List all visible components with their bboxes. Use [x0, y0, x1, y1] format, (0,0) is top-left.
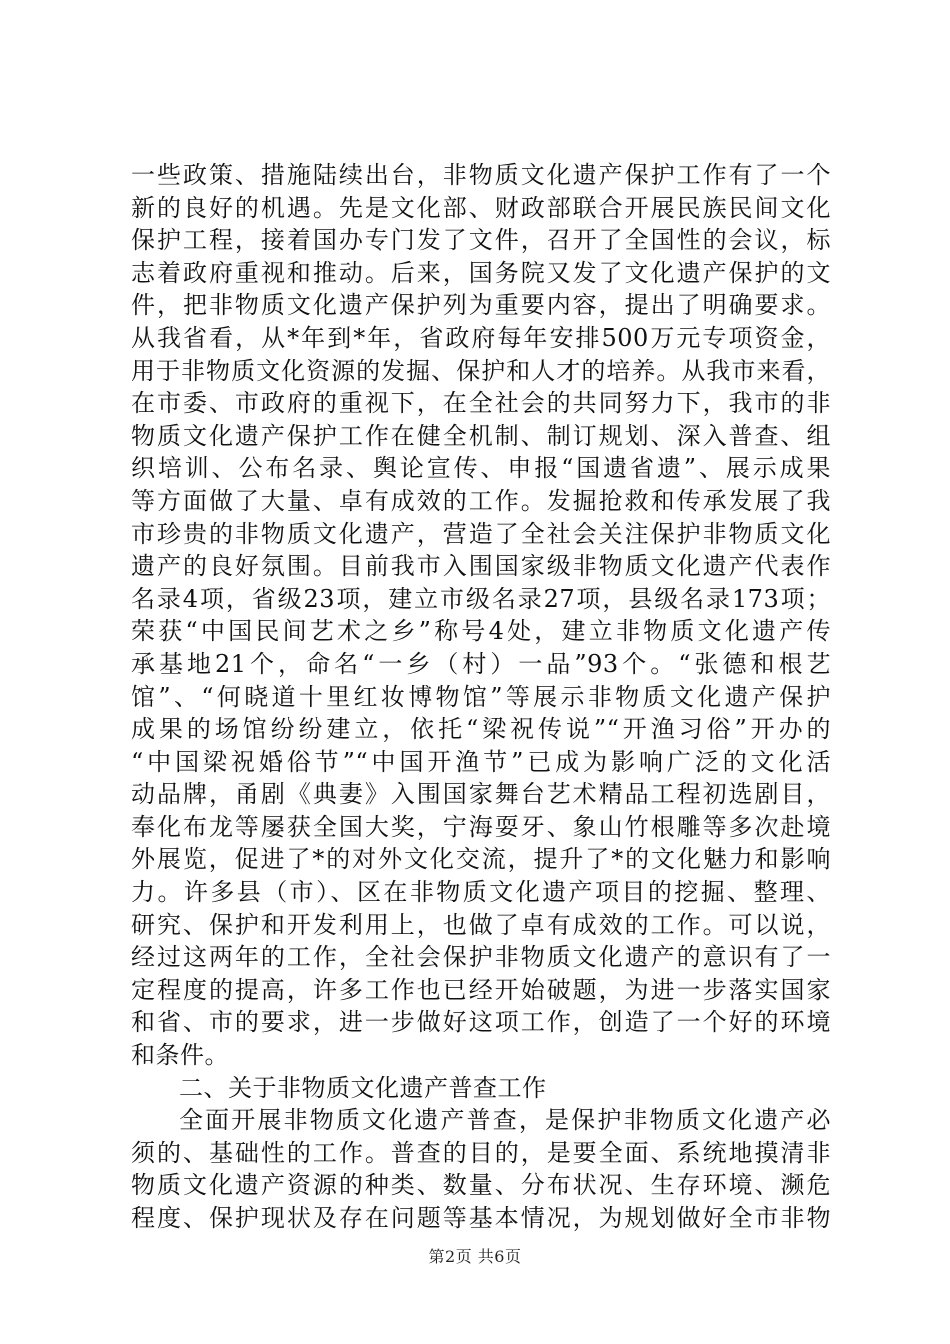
- text-line: 保护工程，接着国办专门发了文件，召开了全国性的会议，标: [131, 226, 831, 255]
- body-text: [131, 159, 831, 1235]
- text-line: 馆”、“何晓道十里红妆博物馆”等展示非物质文化遗产保护: [131, 682, 831, 711]
- text-line: 在市委、市政府的重视下，在全社会的共同努力下，我市的非: [131, 389, 831, 418]
- text-line: “中国梁祝婚俗节”“中国开渔节”已成为影响广泛的文化活: [131, 747, 831, 776]
- text-line: 程度、保护现状及存在问题等基本情况，为规划做好全市非物: [131, 1204, 831, 1232]
- text-line: 承基地21个，命名“一乡（村）一品”93个。“张德和根艺: [131, 649, 831, 678]
- text-line: 新的良好的机遇。先是文化部、财政部联合开展民族民间文化: [131, 193, 831, 222]
- text-line: 荣获“中国民间艺术之乡”称号4处，建立非物质文化遗产传: [131, 617, 831, 646]
- text-line: 用于非物质文化资源的发掘、保护和人才的培养。从我市来看，: [131, 356, 831, 385]
- text-line: 等方面做了大量、卓有成效的工作。发掘抢救和传承发展了我: [131, 486, 831, 515]
- text-line: 外展览，促进了*的对外文化交流，提升了*的文化魅力和影响: [131, 845, 831, 874]
- text-line: 全面开展非物质文化遗产普查，是保护非物质文化遗产必: [179, 1106, 831, 1135]
- text-line: 物质文化遗产资源的种类、数量、分布状况、生存环境、濒危: [131, 1171, 831, 1200]
- text-line: 奉化布龙等屡获全国大奖，宁海耍牙、象山竹根雕等多次赴境: [131, 812, 831, 841]
- text-line: 织培训、公布名录、舆论宣传、申报“国遗省遗”、展示成果: [131, 454, 831, 483]
- text-line: 市珍贵的非物质文化遗产，营造了全社会关注保护非物质文化: [131, 519, 831, 548]
- text-line: 志着政府重视和推动。后来，国务院又发了文化遗产保护的文: [131, 258, 831, 287]
- text-line: 一些政策、措施陆续出台，非物质文化遗产保护工作有了一个: [131, 161, 831, 189]
- text-line: 遗产的良好氛围。目前我市入围国家级非物质文化遗产代表作: [131, 552, 831, 581]
- text-line: 须的、基础性的工作。普查的目的，是要全面、系统地摸清非: [131, 1138, 831, 1167]
- text-line: 经过这两年的工作，全社会保护非物质文化遗产的意识有了一: [131, 943, 831, 972]
- text-line: 名录4项，省级23项，建立市级名录27项，县级名录173项；: [131, 584, 831, 613]
- text-line: 成果的场馆纷纷建立，依托“梁祝传说”“开渔习俗”开办的: [131, 715, 831, 744]
- text-line: 研究、保护和开发利用上，也做了卓有成效的工作。可以说，: [131, 910, 831, 939]
- text-line: 动品牌，甬剧《典妻》入围国家舞台艺术精品工程初选剧目，: [131, 780, 831, 809]
- text-line: 和省、市的要求，进一步做好这项工作，创造了一个好的环境: [131, 1008, 831, 1037]
- text-line: 物质文化遗产保护工作在健全机制、制订规划、深入普查、组: [131, 421, 831, 450]
- text-line: 件，把非物质文化遗产保护列为重要内容，提出了明确要求。: [131, 291, 831, 320]
- text-line: 从我省看，从*年到*年，省政府每年安排500万元专项资金，: [131, 323, 831, 352]
- text-line: 力。许多县（市）、区在非物质文化遗产项目的挖掘、整理、: [131, 878, 831, 907]
- text-line: 定程度的提高，许多工作也已经开始破题，为进一步落实国家: [131, 975, 831, 1004]
- page-footer: 第2页 共6页: [428, 1247, 522, 1266]
- section-heading: 二、关于非物质文化遗产普查工作: [179, 1073, 547, 1102]
- text-line: 和条件。: [131, 1041, 229, 1070]
